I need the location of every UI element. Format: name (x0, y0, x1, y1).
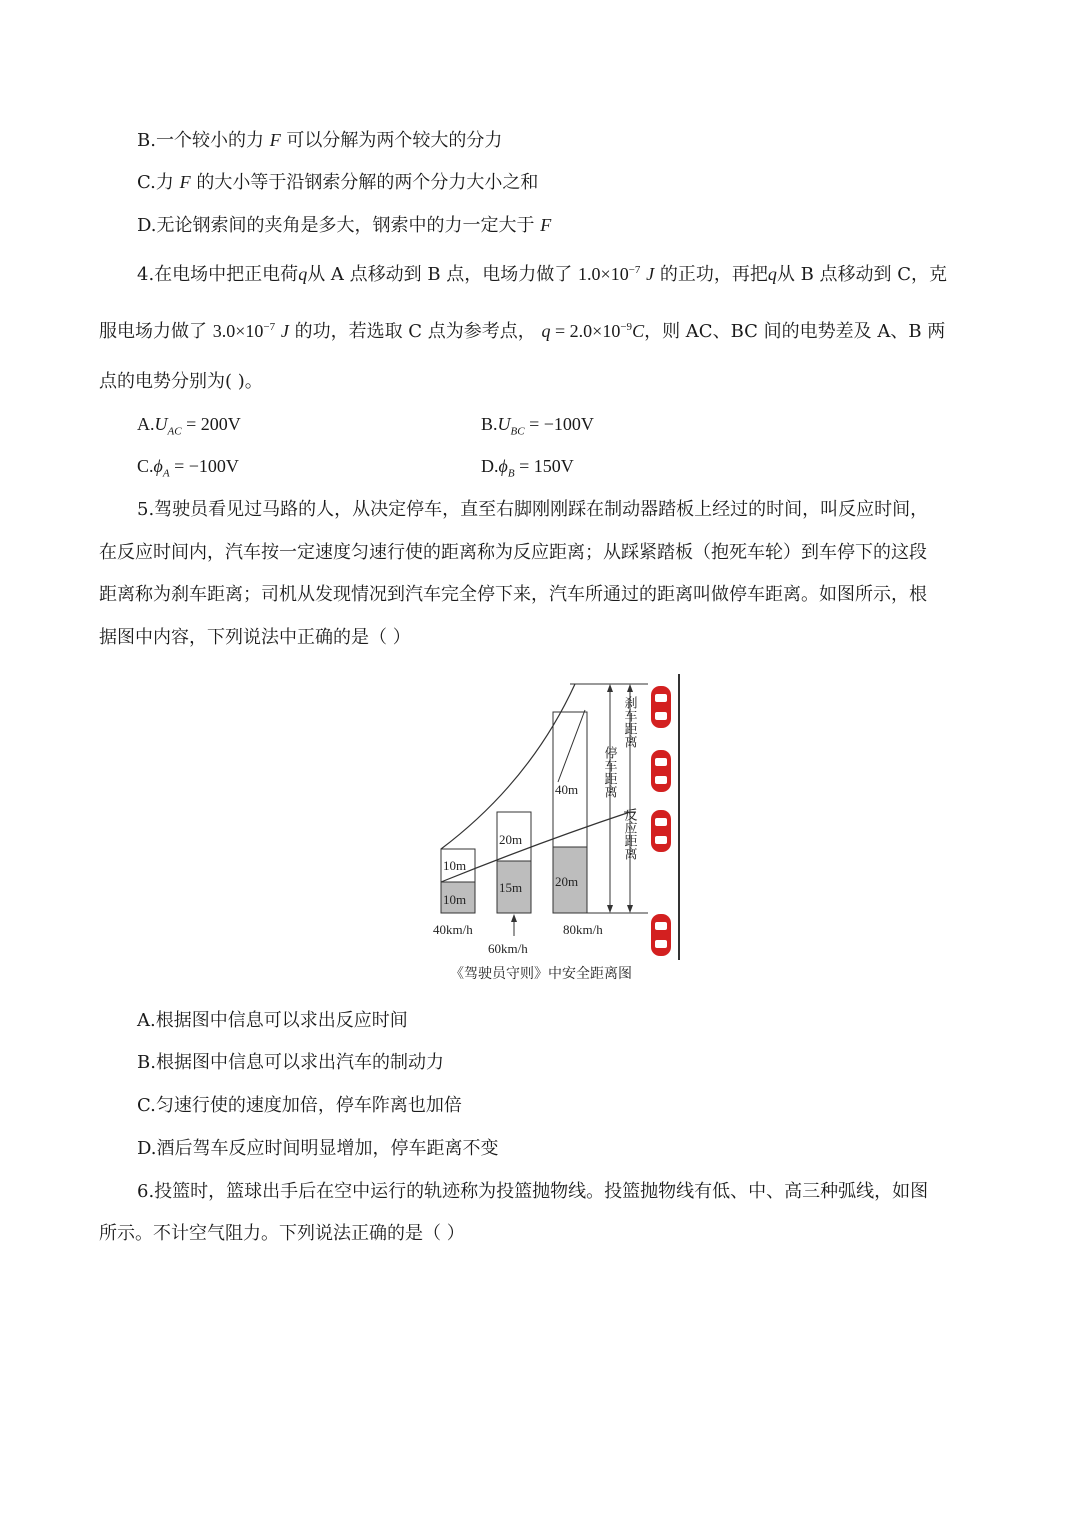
arrow-head (627, 684, 633, 692)
car-icon (651, 914, 671, 956)
q4-option-b: $B.U_{BC} = -100V$ (481, 414, 594, 438)
arrow-head (607, 684, 613, 692)
arrow-head (627, 905, 633, 913)
bar-80-braking (553, 712, 587, 847)
bar-60-braking-label: 20m (499, 832, 523, 847)
bar-80-reaction-label: 20m (555, 874, 579, 889)
q3-option-c: C.力 F 的大小等于沿钢索分解的两个分力大小之和 (137, 172, 539, 193)
bar-80-braking-label: 40m (555, 782, 579, 797)
q5-line-1: 5.驾驶员看见过马路的人，从决定停车，直至右脚刚刚踩在制动器踏板上经过的时间，叫反应时间， (137, 499, 929, 520)
q4-option-d: $D.\phi_B = 150V$ (481, 456, 574, 480)
q5-option-b: B.根据图中信息可以求出汽车的制动力 (137, 1052, 444, 1073)
q5-line-2: 在反应时间内，汽车按一定速度匀速行使的距离称为反应距离；从踩紧踏板（抱死车轮）到车停下的这段 (99, 542, 927, 563)
arrow-head (607, 905, 613, 913)
q5-option-c: C.匀速行使的速度加倍，停车阼离也加倍 (137, 1095, 462, 1116)
q4-option-c: $C.\phi_A = -100V$ (137, 456, 239, 480)
q5-option-a: A.根据图中信息可以求出反应时间 (137, 1010, 408, 1031)
q3-option-d: D.无论钢索间的夹角是多大，钢索中的力一定大于 F (137, 215, 552, 236)
label-stopping-distance: 停车距离 (602, 746, 618, 798)
q4-option-a: $A.U_{AC} = 200V$ (137, 414, 241, 438)
speed-label-80: 80km/h (563, 922, 603, 937)
label-reaction-distance: 反应距离 (622, 808, 638, 860)
q5-line-3: 距离称为刹车距离；司机从发现情况到汽车完全停下来，汽车所通过的距离叫做停车距离。如图所示，根 (99, 584, 927, 605)
q6-line-1: 6.投篮时，篮球出手后在空中运行的轨迹称为投篮抛物线。投篮抛物线有低、中、高三种弧线，如图 (137, 1181, 929, 1202)
q6-line-2: 所示。不计空气阻力。下列说法正确的是（ ） (99, 1223, 465, 1244)
speed-label-60: 60km/h (488, 941, 528, 956)
arrow-head (511, 914, 517, 922)
figure-caption: 《驾驶员守则》中安全距离图 (450, 967, 632, 982)
bar-40-reaction-label: 10m (443, 892, 467, 907)
q5-option-d: D.酒后驾车反应时间明显增加，停车距离不变 (137, 1138, 499, 1159)
bar-40-braking-label: 10m (443, 858, 467, 873)
q5-line-4: 据图中内容，下列说法中正确的是（ ） (99, 627, 411, 648)
safe-distance-figure (420, 672, 690, 992)
speed-label-40: 40km/h (433, 922, 473, 937)
q4-line-2: 服电场力做了 $3.0\times 10^{-7}$ J 的功，若选取 C 点为参考点， $q = 2.0\times 10^{-9}C$，则 AC、BC 间的电势差及 A、B 两 (99, 321, 946, 342)
car-icon (651, 810, 671, 852)
q3-option-b: B.一个较小的力 F 可以分解为两个较大的分力 (137, 130, 503, 151)
bar-60-reaction-label: 15m (499, 880, 523, 895)
car-icon (651, 750, 671, 792)
q4-line-1: 4.在电场中把正电荷q从 A 点移动到 B 点，电场力做了 $1.0\times 10^{-7}$ J 的正功，再把q从 B 点移动到 C，克 (137, 264, 948, 285)
label-braking-distance: 刹车距离 (622, 696, 638, 748)
q4-line-3: 点的电势分别为( )。 (99, 371, 263, 392)
car-icon (651, 686, 671, 728)
